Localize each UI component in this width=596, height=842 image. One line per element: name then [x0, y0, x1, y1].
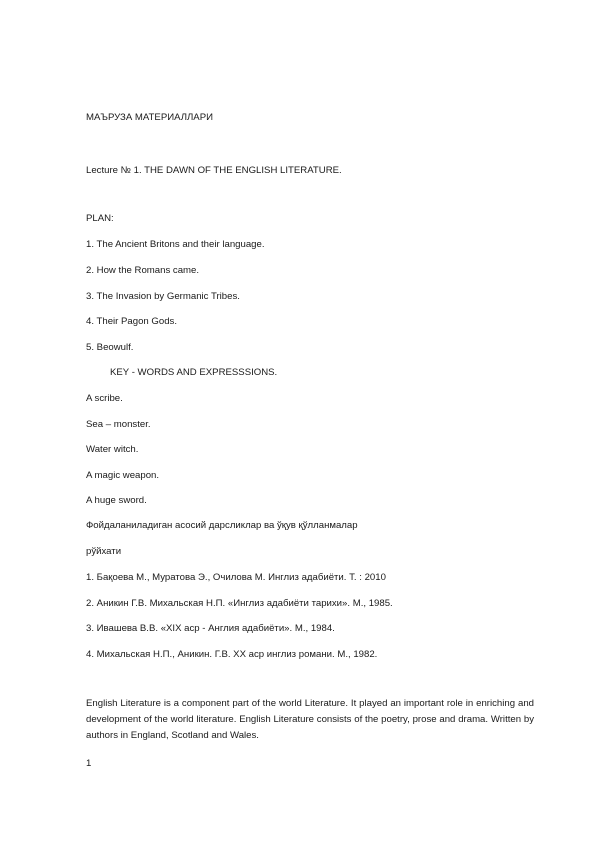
plan-item: 2. How the Romans came. — [86, 265, 200, 276]
keyword-item: A scribe. — [86, 393, 123, 404]
plan-item: 4. Their Pagon Gods. — [86, 316, 178, 327]
reference-item: 1. Бақоева М., Муратова Э., Очилова М. Инглиз адабиёти. Т. : 2010 — [86, 572, 386, 583]
references-title: Фойдаланиладиган асосий дарсликлар ва ўқув қўлланмалар — [86, 520, 358, 531]
plan-item: 5. Beowulf. — [86, 342, 134, 353]
references-title-cont: рўйхати — [86, 546, 122, 557]
keyword-item: Water witch. — [86, 444, 139, 455]
lecture-title: Lecture № 1. THE DAWN OF THE ENGLISH LITERATURE. — [86, 165, 342, 176]
keyword-item: Sea – monster. — [86, 419, 151, 430]
keyword-item: A huge sword. — [86, 495, 147, 506]
page-number: 1 — [86, 758, 92, 769]
plan-label: PLAN: — [86, 213, 114, 224]
plan-item: 3. The Invasion by Germanic Tribes. — [86, 291, 240, 302]
document-heading: МАЪРУЗА МАТЕРИАЛЛАРИ — [86, 112, 214, 123]
reference-item: 4. Михальская Н.П., Аникин. Г.В. XX аср инглиз романи. М., 1982. — [86, 649, 378, 660]
reference-item: 3. Ивашева В.В. «XIX аср - Англия адабиёти». М., 1984. — [86, 623, 335, 634]
keyword-item: A magic weapon. — [86, 470, 160, 481]
plan-item: 1. The Ancient Britons and their language. — [86, 239, 265, 250]
keywords-label: KEY - WORDS AND EXPRESSSIONS. — [110, 367, 278, 378]
reference-item: 2. Аникин Г.В. Михальская Н.П. «Инглиз адабиёти тарихи». М., 1985. — [86, 598, 393, 609]
intro-paragraph: English Literature is a component part of the world Literature. It played an important role in enriching and development of the world literature. English Literature consists of the poetry, prose and drama. Written by authors in England, Scotland and Wales. — [86, 698, 534, 741]
